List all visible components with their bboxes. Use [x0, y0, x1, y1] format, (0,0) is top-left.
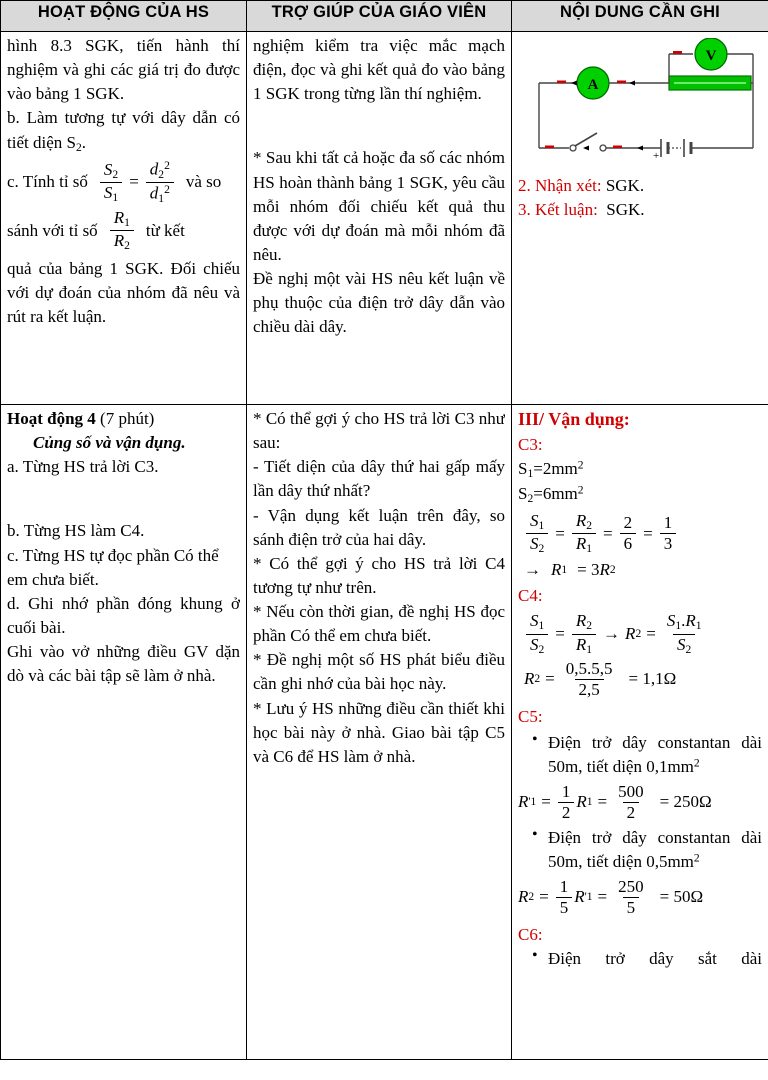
terminal-mark — [617, 81, 626, 84]
c5-bullet-2-text: Điện trở dây constantan dài 50m, tiết diện $0,5mm^2$ — [548, 827, 762, 871]
value-s2: $S_2=6mm^2$ — [518, 483, 584, 506]
student-step-b: b. Từng HS làm C4. — [7, 521, 145, 541]
formula-c5-r1prime: R ' 1 = $\frac{1}{2}$ R 1 = $\frac{500}{2}$ = 250Ω — [518, 782, 712, 822]
student-text-line5: quả của bảng 1 SGK. Đối chiếu với dự đoán của nhóm đã nêu và rút ra kết luận. — [7, 258, 240, 326]
fraction-one-over-three: $\frac{1}{3}$ — [660, 514, 677, 553]
bullet-dot-icon: • — [532, 825, 538, 843]
column-header-student-activity: HOẠT ĐỘNG CỦA HS — [1, 1, 247, 32]
table-row-activity-4 — [1, 405, 768, 1060]
fraction-s1r1-over-s2: $\frac{S_1.R_1}{S_2}$ — [666, 611, 702, 656]
voltmeter-label: V — [705, 48, 717, 64]
cell-student-activity-1 — [1, 32, 247, 405]
note-item-2: 2. Nhận xét: SGK. — [518, 176, 645, 195]
battery-plus-label: + — [653, 150, 660, 162]
formula-c4-result: R 2 = $\frac{0,5.5,5}{2,5}$ = 1,1Ω — [524, 658, 677, 699]
fraction-s1-over-s2-c4: $\frac{S_1}{S_2}$ — [526, 612, 548, 656]
teacher-hint-5: * Nếu còn thời gian, đề nghị HS đọc phần Có thể em chưa biết. — [253, 602, 505, 646]
student-step-a: a. Từng HS trả lời C3. — [7, 457, 159, 477]
teacher-hint-6: * Đề nghị một số HS phát biểu điều cần ghi nhớ của bài học này. — [253, 650, 505, 694]
label-c4: C4: — [518, 586, 543, 606]
fraction-r2-over-r1-c4: $\frac{R_2}{R_1}$ — [572, 612, 596, 656]
fraction-500-over-2: $\frac{500}{2}$ — [618, 782, 644, 822]
fraction-two-over-six: $\frac{2}{6}$ — [620, 514, 637, 553]
cell-teacher-support-1 — [247, 32, 512, 405]
student-step-e: Ghi vào vở những điều GV dặn dò và các bài tập sẽ làm ở nhà. — [7, 642, 240, 686]
fraction-d2sq-over-d1sq: $\frac{d_2^2}{d_1^2}$ — [146, 160, 174, 205]
label-c6: C6: — [518, 924, 543, 944]
teacher-hint-1: * Có thể gợi ý cho HS trả lời C3 như sau: — [253, 409, 505, 453]
bullet-dot-icon: • — [532, 946, 538, 964]
fraction-r2-over-r1: $\frac{R_2}{R_1}$ — [572, 512, 596, 556]
student-text-line1: hình 8.3 SGK, tiến hành thí nghiệm và ghi các giá trị đo được vào bảng 1 SGK. — [7, 36, 240, 104]
table-row-activity-3 — [1, 32, 768, 405]
student-step-d: d. Ghi nhớ phần đóng khung ở cuối bài. — [7, 593, 240, 637]
formula-ratio-s2-s1: c. Tính tỉ số $\frac{S_2}{S_1}$ = $\frac{d_2^2}{d_1^2}$ và so — [7, 159, 222, 205]
teacher-hint-7: * Lưu ý HS những điều cần thiết khi học bài này ở nhà. Giao bài tập C5 và C6 để HS làm ở nhà. — [253, 698, 505, 766]
fraction-c4-numeric: $\frac{0,5.5,5}{2,5}$ — [565, 658, 613, 699]
terminal-mark — [673, 51, 682, 54]
formula-c4-derivation: $\frac{S_1}{S_2}$ = $\frac{R_2}{R_1}$ → R 2 = $\frac{S_1.R_1}{S_2}$ — [518, 612, 762, 656]
c6-bullet-1 — [518, 947, 762, 971]
terminal-mark — [557, 81, 566, 84]
c5-bullet-1 — [518, 731, 762, 779]
terminal-mark — [613, 146, 622, 149]
label-c5: C5: — [518, 706, 543, 726]
teacher-hint-2: - Tiết diện của dây thứ hai gấp mấy lần dây thứ nhất? — [253, 457, 505, 501]
value-s1: $S_1=2mm^2$ — [518, 458, 584, 480]
formula-ratio-r1-r2: sánh với tỉ số $\frac{R_1}{R_2}$ từ kết — [7, 207, 185, 253]
cell-content-notes-1 — [512, 32, 768, 405]
teacher-hint-4: * Có thể gợi ý cho HS trả lời C4 tương tự như trên. — [253, 553, 505, 597]
teacher-paragraph-1: nghiệm kiểm tra việc mắc mạch điện, đọc và ghi kết quả đo vào bảng 1 SGK trong từng lần thí nghiệm. — [253, 36, 505, 104]
column-header-teacher-support: TRỢ GIÚP CỦA GIÁO VIÊN — [247, 1, 512, 32]
teacher-hint-3: - Vận dụng kết luận trên đây, so sánh điện trở của hai dây. — [253, 505, 505, 549]
switch-contact — [600, 145, 606, 151]
c5-bullet-2 — [518, 826, 762, 874]
student-step-c: c. Từng HS tự đọc phần Có thể em chưa biết. — [7, 545, 219, 589]
bullet-dot-icon: • — [532, 730, 538, 748]
fraction-r1-over-r2: $\frac{R_1}{R_2}$ — [110, 209, 134, 253]
cell-student-activity-2 — [1, 405, 247, 1060]
formula-c5-r2: R 2 = $\frac{1}{5}$ R ' 1 = $\frac{250}{5}$ = 50Ω — [518, 876, 704, 917]
fraction-s1-over-s2: $\frac{S_1}{S_2}$ — [526, 512, 548, 556]
teacher-paragraph-2: * Sau khi tất cả hoặc đa số các nhóm HS hoàn thành bảng 1 SGK, yêu cầu mỗi nhóm đối chiếu kết quả thu được với dự đoán mà mỗi nhóm đã nêu. — [253, 148, 505, 264]
formula-c3-conclusion: → R 1 = 3 R 2 — [524, 559, 616, 579]
fraction-one-half: $\frac{1}{2}$ — [558, 783, 575, 822]
fraction-250-over-5: $\frac{250}{5}$ — [618, 876, 644, 917]
teacher-paragraph-3: Đề nghị một vài HS nêu kết luận về phụ thuộc của điện trở dây dẫn vào chiều dài dây. — [253, 269, 505, 337]
circuit-diagram — [518, 34, 762, 168]
cell-teacher-support-2 — [247, 405, 512, 1060]
terminal-mark — [545, 146, 554, 149]
student-text-line2: b. Làm tương tự với dây dẫn có tiết diện $S_2$. — [7, 108, 240, 154]
fraction-s2-over-s1: $\frac{S_2}{S_1}$ — [100, 161, 122, 205]
switch-lever — [575, 133, 597, 146]
c6-bullet-1-text: Điện trở dây sắt dài — [548, 948, 762, 968]
ammeter-label: A — [587, 77, 599, 93]
c5-bullet-1-text: Điện trở dây constantan dài 50m, tiết diện $0,1mm^2$ — [548, 732, 762, 776]
formula-c3-ratio: $\frac{S_1}{S_2}$ = $\frac{R_2}{R_1}$ = $\frac{2}{6}$ = $\frac{1}{3}$ — [518, 512, 762, 556]
section-title-application: III/ Vận dụng: — [518, 409, 630, 429]
cell-content-notes-2 — [512, 405, 768, 1060]
table-header-row — [1, 1, 768, 32]
label-c3: C3: — [518, 434, 543, 454]
activity-heading: Hoạt động 4 (7 phút) — [7, 409, 155, 428]
note-item-3: 3. Kết luận: SGK. — [518, 200, 645, 220]
fraction-one-fifth: $\frac{1}{5}$ — [556, 878, 573, 917]
activity-subheading: Củng số và vận dụng. — [33, 433, 186, 453]
column-header-content-notes: NỘI DUNG CẦN GHI — [512, 1, 768, 32]
